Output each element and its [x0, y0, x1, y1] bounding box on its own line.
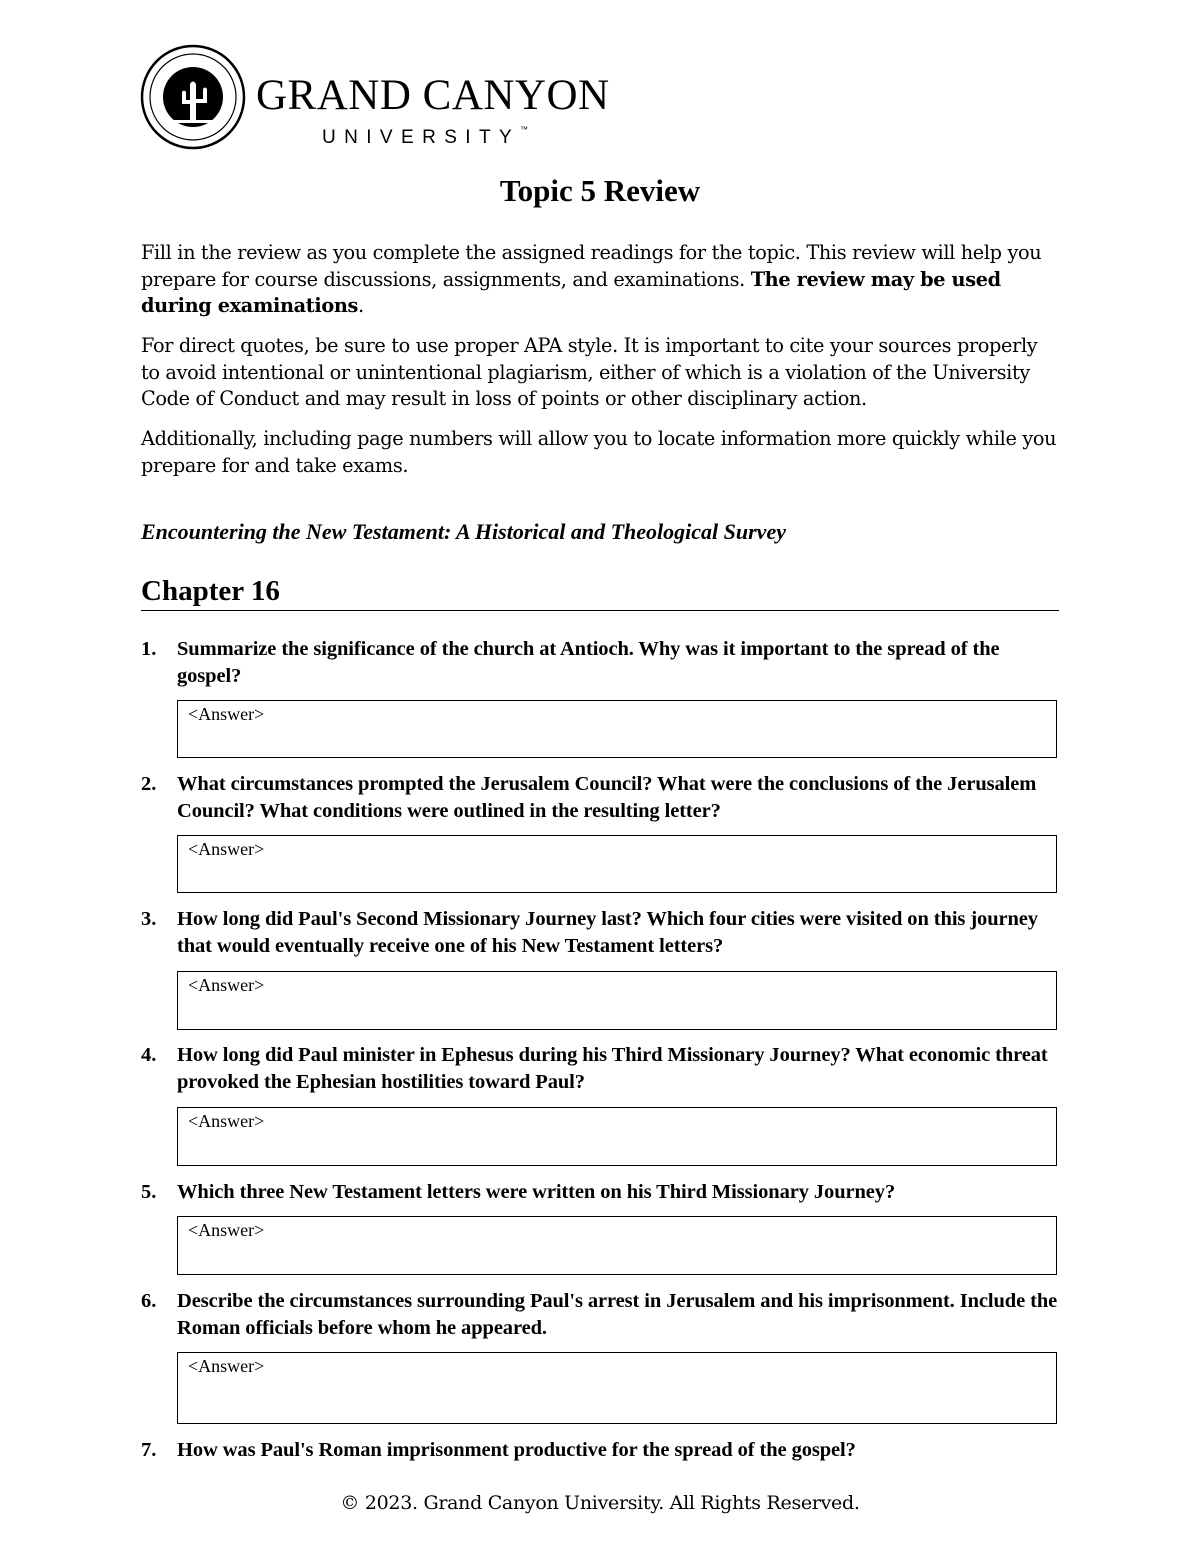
- chapter-heading: Chapter 16: [141, 574, 1059, 611]
- answer-box[interactable]: [177, 971, 1057, 1030]
- question-text: How long did Paul minister in Ephesus during his Third Missionary Journey? What economic threat provoked the Ephesian hostilities toward Paul?: [177, 1044, 1048, 1093]
- logo-wordmark-line1: GRAND CANYON: [256, 72, 610, 119]
- answer-placeholder: <Answer>: [188, 1111, 265, 1131]
- university-logo: [140, 44, 620, 150]
- intro-paragraph-2: For direct quotes, be sure to use proper APA style. It is important to cite your sources properly to avoid intentional or unintentional plagiarism, either of which is a violation of the University Code of Conduct and may result in loss of points or other disciplinary action.: [141, 334, 1038, 410]
- gcu-seal-icon: [140, 44, 246, 150]
- intro-paragraph-3: Additionally, including page numbers will allow you to locate information more quickly while you prepare for and take exams.: [141, 427, 1057, 477]
- answer-box[interactable]: [177, 835, 1057, 893]
- book-title: Encountering the New Testament: A Historical and Theological Survey: [141, 519, 786, 544]
- question-number: 1.: [141, 638, 157, 660]
- question-number: 6.: [141, 1290, 157, 1312]
- question-number: 2.: [141, 773, 157, 795]
- question-text: What circumstances prompted the Jerusalem Council? What were the conclusions of the Jerusalem Council? What conditions were outlined in the resulting letter?: [177, 773, 1037, 822]
- question-number: 3.: [141, 908, 157, 930]
- question-text: How was Paul's Roman imprisonment productive for the spread of the gospel?: [177, 1439, 856, 1461]
- question-text: Summarize the significance of the church at Antioch. Why was it important to the spread of the gospel?: [177, 638, 1000, 687]
- answer-box[interactable]: [177, 1216, 1057, 1275]
- answer-placeholder: <Answer>: [188, 1356, 265, 1376]
- intro-paragraph-1: Fill in the review as you complete the assigned readings for the topic. This review will help you prepare for course discussions, assignments, and examinations. The review may be used during examinations.: [141, 241, 1042, 317]
- answer-placeholder: <Answer>: [188, 1220, 265, 1240]
- answer-placeholder: <Answer>: [188, 975, 265, 995]
- answer-placeholder: <Answer>: [188, 839, 265, 859]
- logo-wordmark-line2: UNIVERSITY™: [322, 125, 529, 148]
- answer-box[interactable]: [177, 1107, 1057, 1166]
- question-text: How long did Paul's Second Missionary Journey last? Which four cities were visited on this journey that would eventually receive one of his New Testament letters?: [177, 908, 1038, 957]
- page-title: Topic 5 Review: [499, 173, 701, 208]
- question-number: 5.: [141, 1181, 157, 1203]
- question-number: 7.: [141, 1439, 157, 1461]
- question-text: Describe the circumstances surrounding Paul's arrest in Jerusalem and his imprisonment. Include the Roman officials before whom he appeared.: [177, 1290, 1058, 1339]
- answer-box[interactable]: [177, 700, 1057, 758]
- answer-box[interactable]: [177, 1352, 1057, 1424]
- question-text: Which three New Testament letters were written on his Third Missionary Journey?: [177, 1181, 896, 1203]
- answer-placeholder: <Answer>: [188, 704, 265, 724]
- copyright-footer: © 2023. Grand Canyon University. All Rights Reserved.: [340, 1492, 860, 1514]
- question-number: 4.: [141, 1044, 157, 1066]
